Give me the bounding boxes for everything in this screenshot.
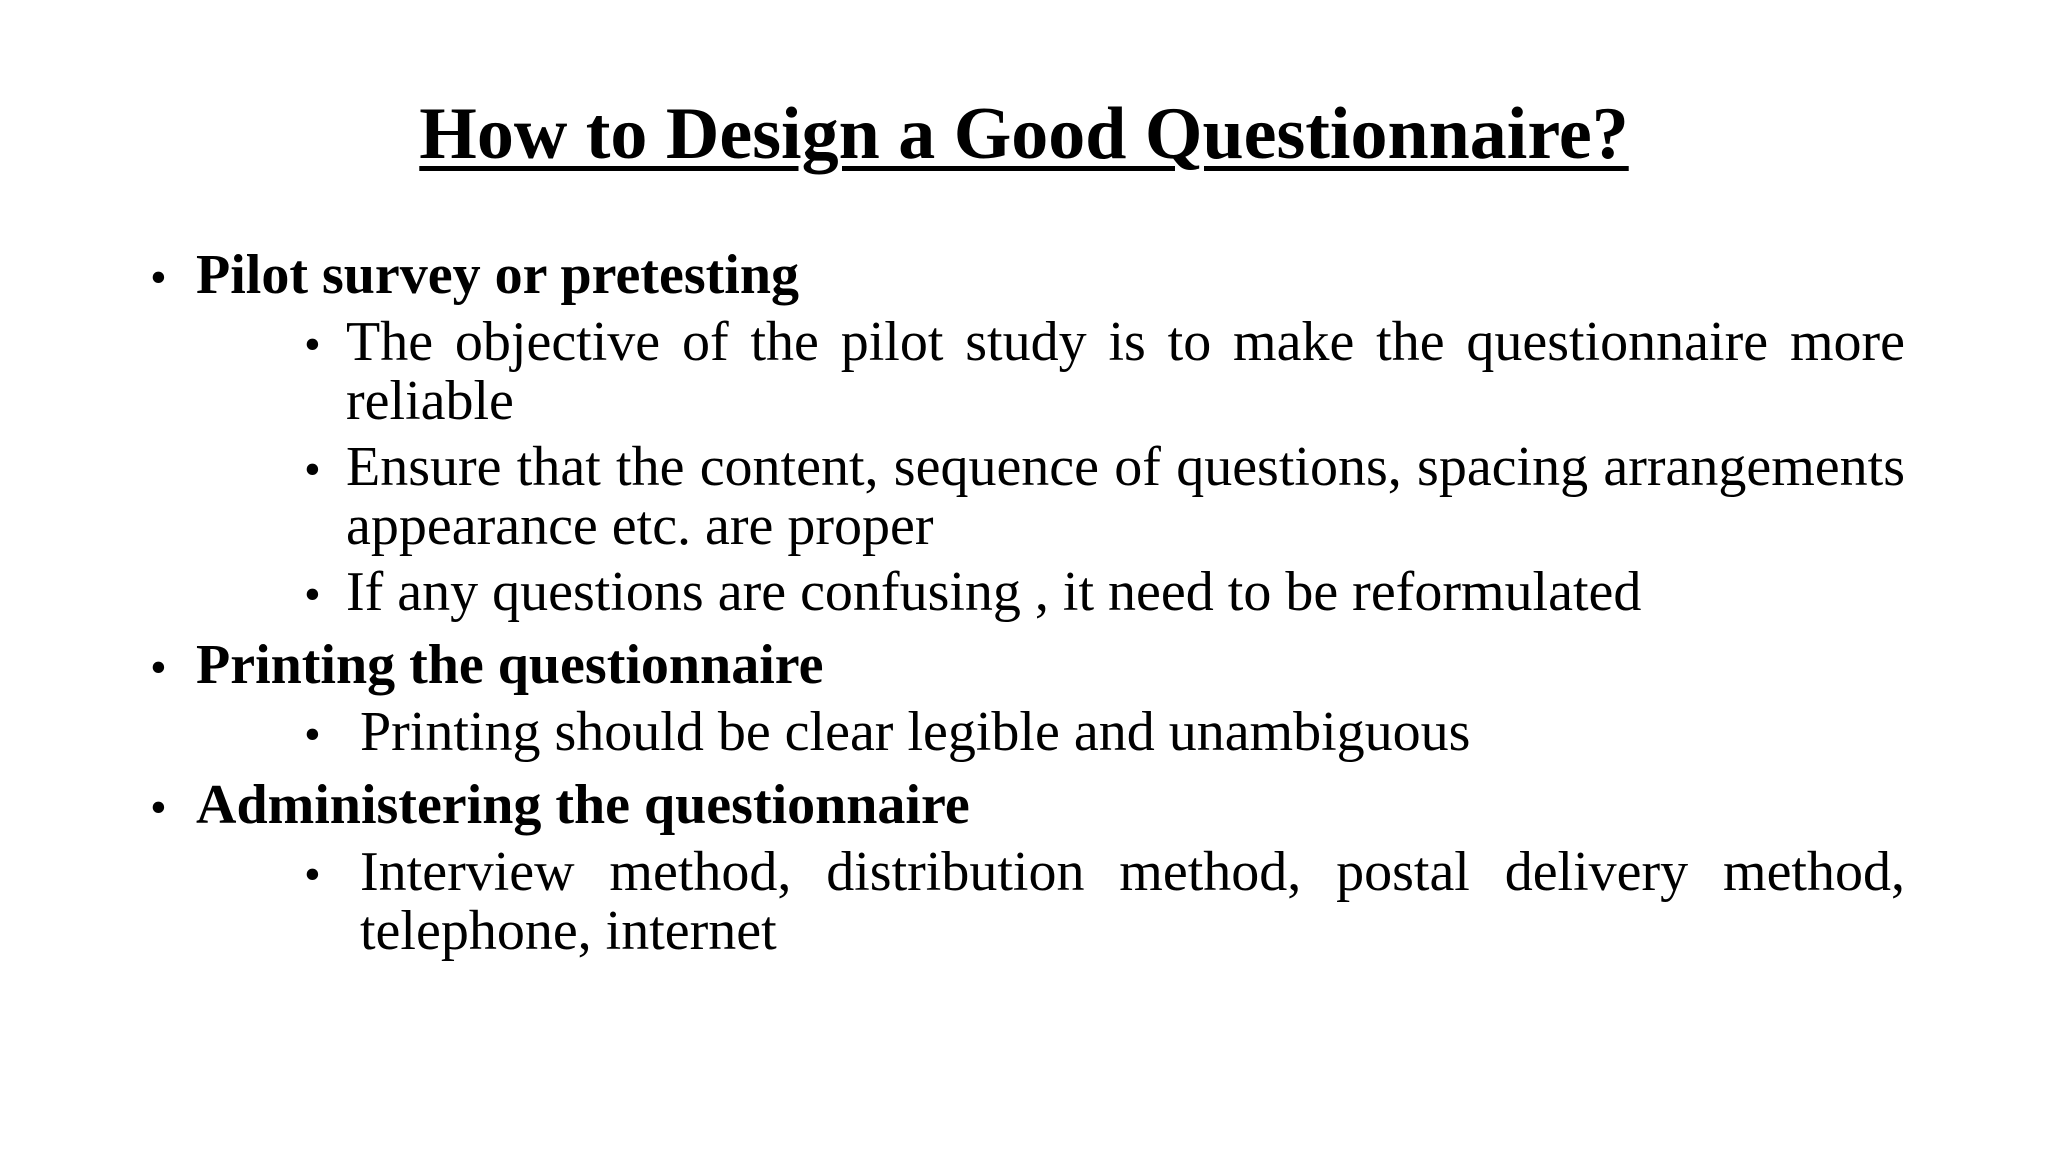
list-item-text: The objective of the pilot study is to make the questionnaire more reliable [346,311,1905,432]
section-heading: Printing the questionnaire [196,634,824,696]
section-pilot-survey [150,244,1905,624]
section-heading-row [150,634,1905,699]
bullet-icon: • [304,708,321,761]
list-item [304,703,1905,764]
list-item [304,438,1905,556]
section-heading-row [150,774,1905,839]
list-item-text: Printing should be clear legible and unambiguous [360,701,1471,763]
section-administering [150,774,1905,961]
slide-title: How to Design a Good Questionnaire? [419,93,1629,175]
sub-list [304,313,1905,624]
bullet-icon: • [150,251,167,304]
section-printing [150,634,1905,764]
bullet-icon: • [304,848,321,901]
list-item-text: Interview method, distribution method, postal delivery method, telephone, internet [360,841,1905,962]
bullet-icon: • [150,641,167,694]
bullet-icon: • [150,781,167,834]
list-item [304,313,1905,431]
section-heading: Pilot survey or pretesting [196,244,799,306]
list-item [304,843,1905,961]
section-heading: Administering the questionnaire [196,774,970,836]
list-item-text: If any questions are confusing , it need to be reformulated [346,561,1642,623]
sub-list [304,703,1905,764]
bullet-icon: • [304,318,321,371]
slide-content [150,244,1905,968]
list-item [304,563,1905,624]
section-heading-row [150,244,1905,309]
list-item-text: Ensure that the content, sequence of questions, spacing arrangements appearance etc. are proper [346,436,1905,557]
sub-list [304,843,1905,961]
bullet-icon: • [304,568,321,621]
bullet-icon: • [304,443,321,496]
